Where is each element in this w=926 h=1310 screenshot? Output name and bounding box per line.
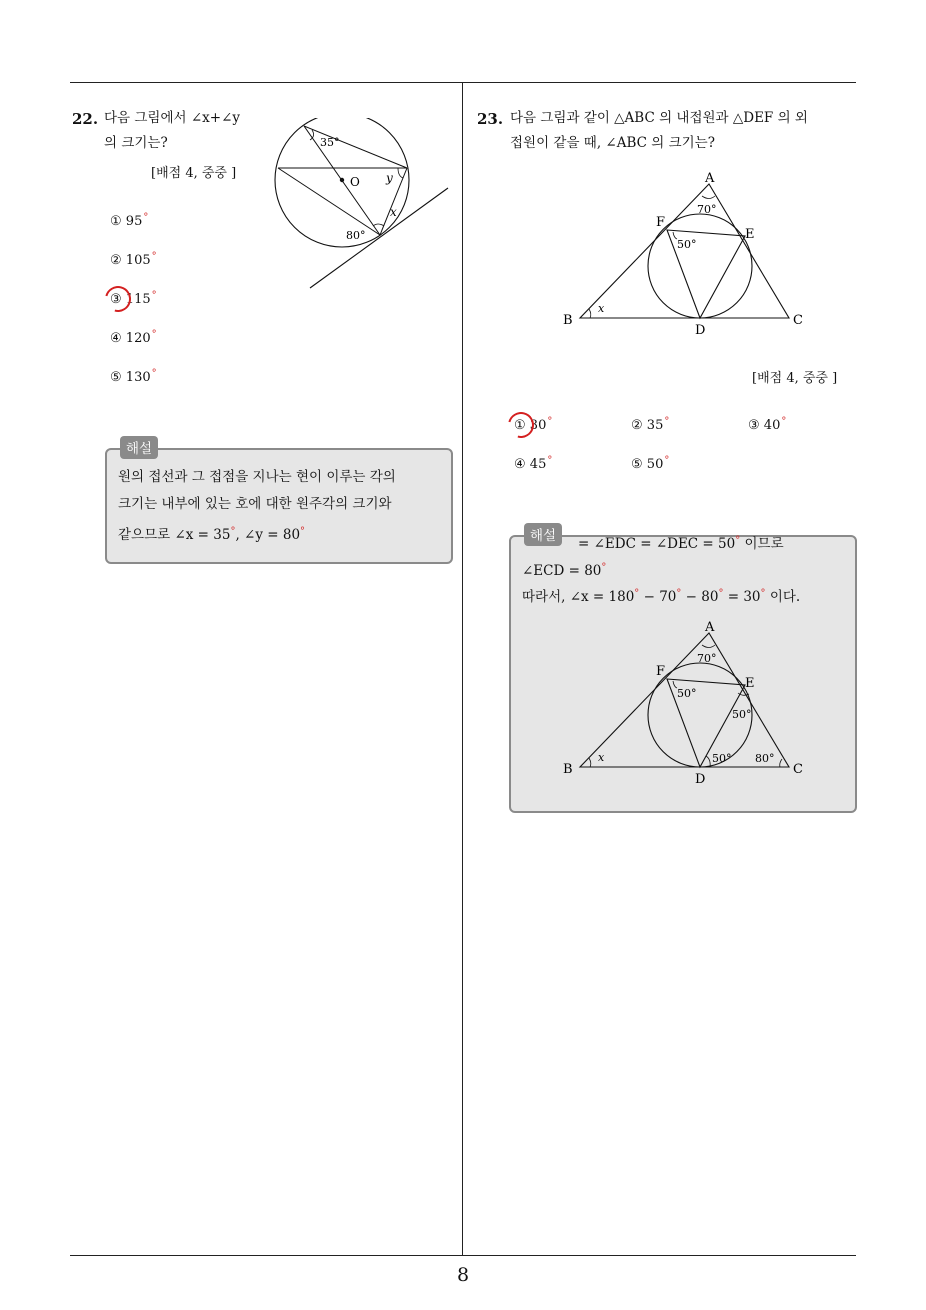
column-divider — [462, 83, 463, 1255]
explanation-line — [522, 580, 800, 611]
question-number: 22. — [72, 110, 99, 128]
degree-mark: ° — [664, 455, 670, 466]
choice-value: 130 — [125, 370, 151, 385]
degree-mark: ° — [151, 251, 157, 262]
degree-mark: ° — [300, 526, 306, 537]
choice-value: 45 — [529, 457, 547, 472]
degree-mark: ° — [735, 535, 741, 546]
degree-mark: ° — [547, 455, 553, 466]
explanation-tag: 해설 — [120, 436, 158, 459]
vertex-label: E — [745, 676, 755, 691]
angle-label: 35° — [320, 136, 340, 149]
angle-label: x — [598, 751, 605, 764]
chord — [278, 168, 380, 235]
degree-mark: ° — [547, 416, 553, 427]
explanation-segment: 이므로 — [740, 536, 784, 552]
score-meta: [배점 4, 중중 ] — [151, 166, 237, 181]
explanation-segment: − 80 — [681, 589, 719, 605]
choice-mark: ① — [514, 418, 526, 433]
choice-4[interactable] — [110, 329, 157, 346]
angle-label: 50° — [677, 238, 697, 251]
explanation-segment: − 70 — [639, 589, 677, 605]
choice-4[interactable] — [514, 455, 552, 472]
choice-2[interactable] — [631, 416, 669, 433]
degree-mark: ° — [781, 416, 787, 427]
angle-label: 80° — [755, 752, 775, 765]
explanation-segment: 이다. — [765, 589, 801, 605]
circle-tangent-figure — [270, 118, 455, 290]
score-meta: [배점 4, 중중 ] — [752, 371, 838, 386]
vertex-label: A — [705, 171, 715, 186]
page-number: 8 — [456, 1264, 470, 1286]
explanation-segment: , ∠y = 80 — [235, 527, 301, 543]
explanation-triangle-figure — [555, 617, 815, 789]
question-text-line1: 다음 그림과 같이 △ABC 의 내접원과 △DEF 의 외 — [510, 110, 808, 126]
vertex-label: F — [656, 215, 666, 230]
choice-5[interactable] — [110, 368, 157, 385]
choice-5[interactable] — [631, 455, 669, 472]
vertex-label: C — [793, 313, 803, 328]
explanation-line: 원의 접선과 그 접점을 지나는 현이 이루는 각의 — [118, 469, 396, 485]
explanation-line — [118, 518, 305, 549]
triangle-incircle-figure — [555, 168, 815, 340]
choice-1[interactable] — [110, 212, 148, 229]
angle-arc — [589, 309, 591, 318]
explanation-segment: = ∠EDC = ∠DEC = 50 — [578, 536, 736, 552]
choice-value: 50 — [646, 457, 664, 472]
angle-arc — [702, 196, 715, 199]
choice-mark: ⑤ — [110, 370, 122, 385]
angle-label: x — [598, 302, 605, 315]
angle-label: 70° — [697, 203, 717, 216]
center-point — [340, 178, 344, 182]
selected-answer-mark — [100, 281, 136, 317]
explanation-segment: ∠ECD = 80 — [522, 563, 602, 579]
vertex-label: F — [656, 664, 666, 679]
angle-label: x — [390, 205, 397, 219]
choice-3[interactable] — [748, 416, 786, 433]
choice-value: 120 — [125, 331, 151, 346]
degree-mark: ° — [676, 588, 682, 599]
top-rule — [70, 82, 856, 83]
angle-arc — [780, 759, 782, 767]
choice-mark: ① — [110, 214, 122, 229]
selected-answer-mark — [503, 407, 539, 443]
angle-label: 70° — [697, 652, 717, 665]
choice-mark: ③ — [110, 292, 122, 307]
angle-arc — [589, 758, 591, 767]
angle-label: 80° — [346, 229, 366, 242]
question-number: 23. — [477, 110, 504, 128]
triangle-abc — [580, 184, 789, 318]
choice-value: 105 — [125, 253, 151, 268]
choice-mark: ③ — [748, 418, 760, 433]
choice-mark: ② — [631, 418, 643, 433]
center-label: O — [350, 175, 360, 189]
degree-mark: ° — [634, 588, 640, 599]
choice-value: 30 — [529, 418, 547, 433]
explanation-segment: = 30 — [723, 589, 761, 605]
question-text-line2: 접원이 같을 때, ∠ABC 의 크기는? — [510, 135, 715, 151]
degree-mark: ° — [718, 588, 724, 599]
explanation-segment: 따라서, ∠x = 180 — [522, 589, 635, 605]
bottom-rule — [70, 1255, 856, 1256]
explanation-tag: 해설 — [524, 523, 562, 546]
degree-mark: ° — [143, 212, 149, 223]
vertex-label: C — [793, 762, 803, 777]
degree-mark: ° — [151, 368, 157, 379]
question-text-line2: 의 크기는? — [104, 135, 168, 151]
angle-label: 50° — [732, 708, 752, 721]
choice-2[interactable] — [110, 251, 157, 268]
degree-mark: ° — [664, 416, 670, 427]
vertex-label: B — [563, 762, 573, 777]
vertex-label: A — [705, 620, 715, 635]
angle-arc — [373, 224, 384, 226]
degree-mark: ° — [151, 290, 157, 301]
triangle-abc — [580, 633, 789, 767]
angle-arc — [398, 168, 403, 178]
angle-label: 50° — [677, 687, 697, 700]
explanation-segment: 같으므로 ∠x = 35 — [118, 527, 231, 543]
degree-mark: ° — [230, 526, 236, 537]
explanation-line — [578, 527, 784, 558]
choice-mark: ④ — [110, 331, 122, 346]
degree-mark: ° — [601, 562, 607, 573]
choice-value: 115 — [125, 292, 151, 307]
vertex-label: B — [563, 313, 573, 328]
angle-arc — [702, 645, 715, 648]
choice-value: 40 — [763, 418, 781, 433]
vertex-label: E — [745, 227, 755, 242]
angle-label: y — [386, 171, 393, 185]
question-text-line1: 다음 그림에서 ∠x+∠y — [104, 110, 241, 126]
angle-label: 50° — [712, 752, 732, 765]
choice-value: 35 — [646, 418, 664, 433]
explanation-line: 크기는 내부에 있는 호에 대한 원주각의 크기와 — [118, 496, 392, 512]
degree-mark: ° — [760, 588, 766, 599]
degree-mark: ° — [151, 329, 157, 340]
choice-value: 95 — [125, 214, 143, 229]
choice-mark: ④ — [514, 457, 526, 472]
choice-mark: ② — [110, 253, 122, 268]
choice-mark: ⑤ — [631, 457, 643, 472]
angle-arc — [706, 756, 710, 767]
vertex-label: D — [695, 772, 706, 787]
vertex-label: D — [695, 323, 706, 338]
